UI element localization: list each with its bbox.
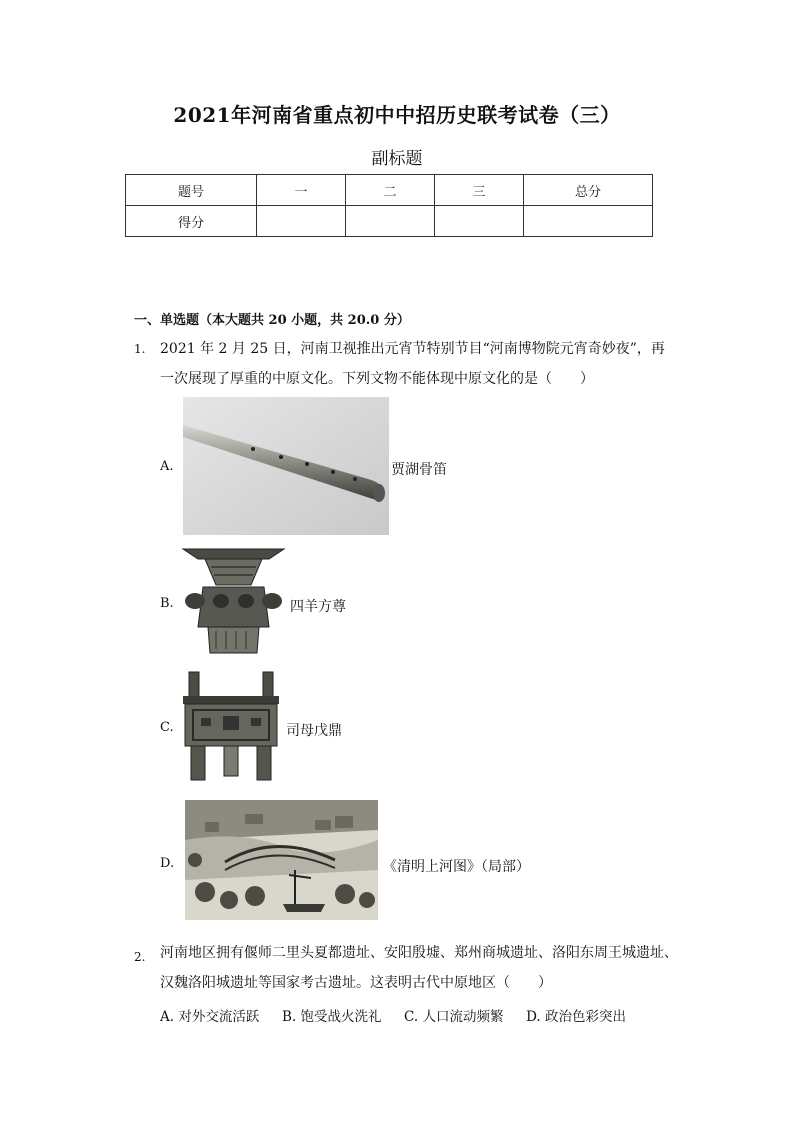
option-text-d: 政治色彩突出 — [545, 1009, 627, 1025]
option-text-d: 《清明上河图》（局部） — [383, 859, 530, 875]
option-label-a: A. — [160, 1009, 175, 1025]
question-text-line: 一次展现了厚重的中原文化。下列文物不能体现中原文化的是（ ） — [160, 371, 594, 387]
score-header-cell: 二 — [346, 175, 435, 206]
score-table — [125, 174, 653, 237]
option-label-d: D. — [526, 1009, 541, 1025]
option-label-a: A. — [160, 459, 174, 474]
section-heading: 一、单选题（本大题共 20 小题，共 20.0 分） — [134, 313, 410, 328]
option-label-c: C. — [160, 720, 174, 735]
qingming-painting-photo — [185, 800, 378, 920]
option-text-c: 人口流动频繁 — [422, 1009, 504, 1025]
score-header-cell: 一 — [257, 175, 346, 206]
question-text-line: 河南地区拥有偃师二里头夏都遗址、安阳殷墟、郑州商城遗址、洛阳东周王城遗址、 — [160, 945, 678, 961]
score-row-label: 得分 — [126, 206, 257, 237]
score-header-cell: 题号 — [126, 175, 257, 206]
option-text-b: 饱受战火洗礼 — [300, 1009, 382, 1025]
option-text-a: 贾湖骨笛 — [391, 462, 447, 478]
option-text-b: 四羊方尊 — [290, 599, 346, 615]
question-text-line: 汉魏洛阳城遗址等国家考古遗址。这表明古代中原地区（ ） — [160, 975, 552, 991]
score-cell — [524, 206, 653, 237]
score-table-header-row — [126, 175, 653, 206]
question-number: 2. — [134, 950, 146, 964]
question-number: 1. — [134, 342, 146, 356]
option-label-c: C. — [404, 1009, 419, 1025]
option-text-c: 司母戊鼎 — [286, 723, 342, 739]
option-label-d: D. — [160, 856, 175, 871]
score-cell — [257, 206, 346, 237]
four-goat-zun-photo — [181, 545, 286, 660]
score-table-row — [126, 206, 653, 237]
option-text-a: 对外交流活跃 — [178, 1009, 260, 1025]
page-subtitle: 副标题 — [371, 149, 423, 169]
bone-flute-photo — [183, 397, 389, 535]
score-header-cell: 三 — [435, 175, 524, 206]
score-cell — [435, 206, 524, 237]
page-title: 2021年河南省重点初中中招历史联考试卷（三） — [173, 103, 621, 127]
option-label-b: B. — [281, 1009, 297, 1025]
simuwu-ding-photo — [181, 670, 281, 784]
option-label-b: B. — [160, 596, 174, 611]
score-cell — [346, 206, 435, 237]
option-row — [160, 1005, 626, 1025]
score-header-cell: 总分 — [524, 175, 653, 206]
question-text-line: 2021 年 2 月 25 日，河南卫视推出元宵节特别节目“河南博物院元宵奇妙夜”，再 — [160, 341, 665, 357]
